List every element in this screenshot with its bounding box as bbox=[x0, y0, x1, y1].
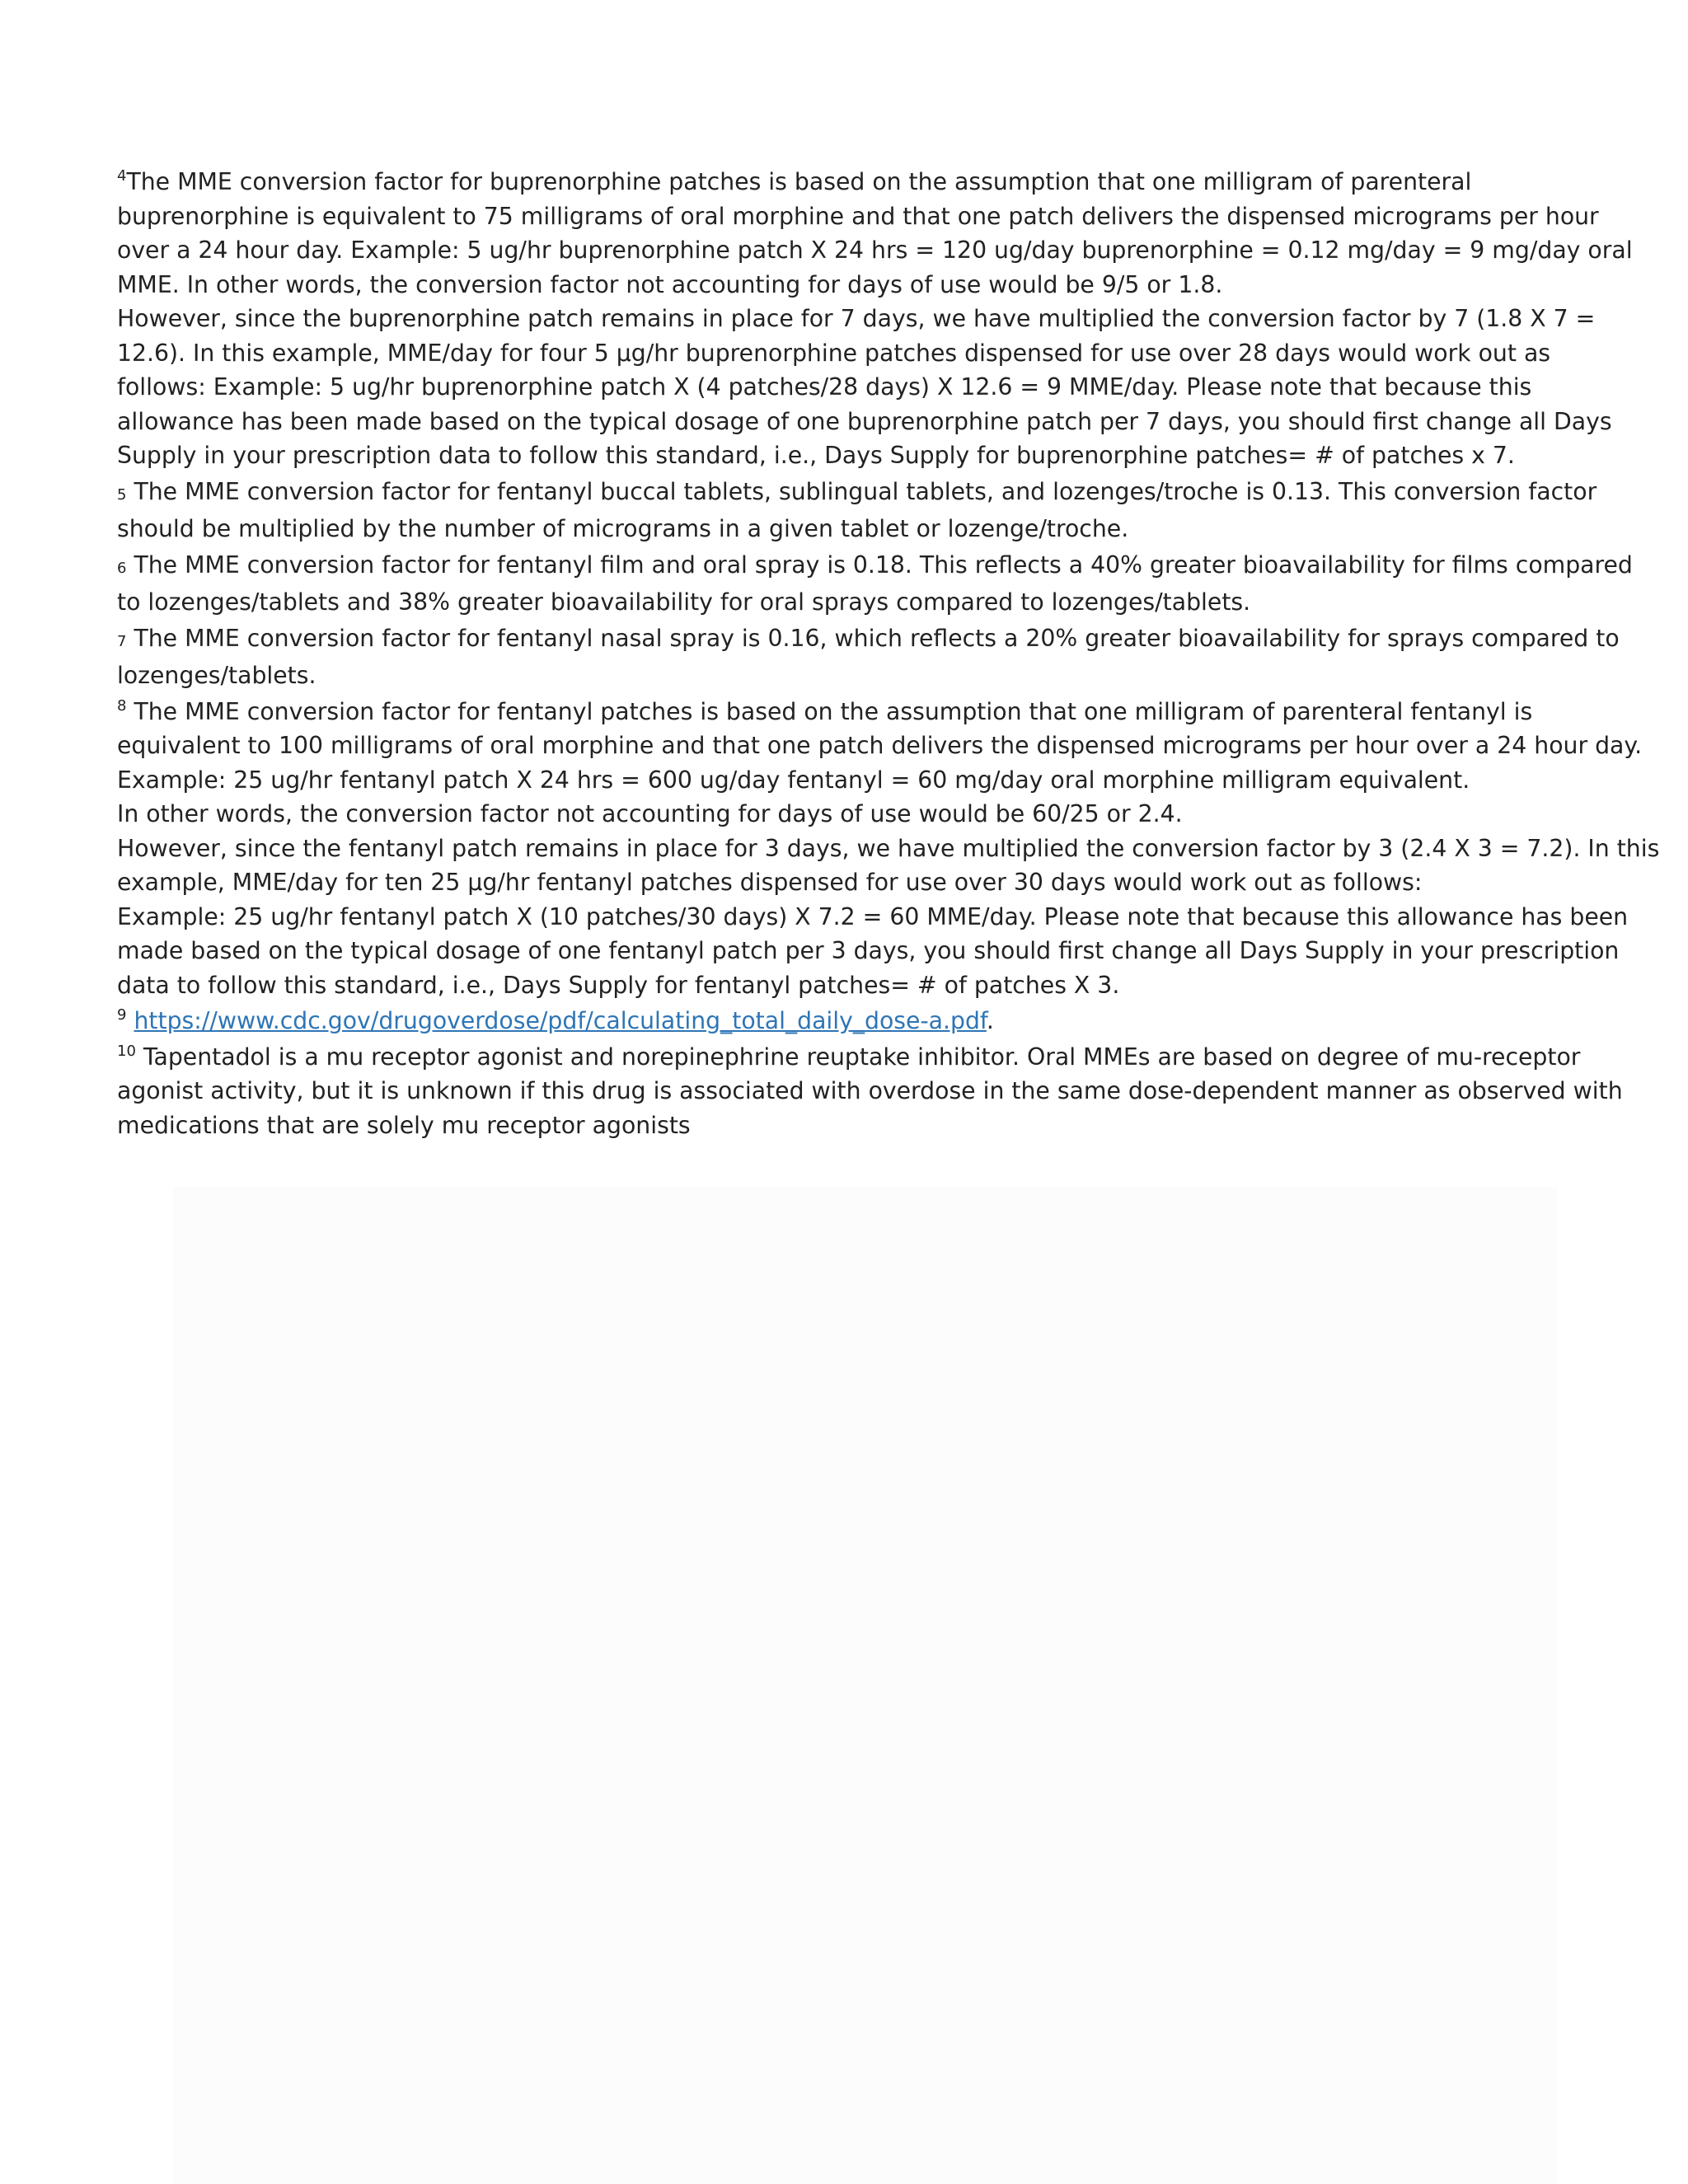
footnote-line: However, since the fentanyl patch remains in place for 3 days, we have multiplied the conversion factor by 3 (2.4 X 3 = 7.2). In this bbox=[117, 834, 1660, 862]
footnote-line: In other words, the conversion factor not accounting for days of use would be 60/25 or 2.4. bbox=[117, 800, 1183, 827]
footnote-9 bbox=[117, 1004, 1584, 1038]
footnote-line bbox=[117, 165, 1584, 199]
footnote-line bbox=[117, 475, 1597, 513]
footnote-marker: 5 bbox=[117, 485, 127, 504]
footnote-line: over a 24 hour day. Example: 5 ug/hr buprenorphine patch X 24 hrs = 120 ug/day buprenorphine = 0.12 mg/day = 9 mg/day oral bbox=[117, 237, 1633, 264]
footnote-line: Supply in your prescription data to follow this standard, i.e., Days Supply for buprenorphine patches= # of patches x 7. bbox=[117, 442, 1515, 469]
footnote-text: The MME conversion factor for fentanyl nasal spray is 0.16, which reflects a 20% greater bioavailability for sprays compared to bbox=[134, 624, 1620, 652]
footnote-line: However, since the buprenorphine patch remains in place for 7 days, we have multiplied the conversion factor by 7 (1.8 X 7 = bbox=[117, 305, 1596, 332]
footnote-marker: 7 bbox=[117, 632, 127, 650]
footnote-line: equivalent to 100 milligrams of oral morphine and that one patch delivers the dispensed micrograms per hour over a 24 hour day. bbox=[117, 732, 1643, 759]
footnote-line: allowance has been made based on the typical dosage of one buprenorphine patch per 7 days, you should first change all Days bbox=[117, 407, 1612, 435]
footnote-line: follows: Example: 5 ug/hr buprenorphine patch X (4 patches/28 days) X 12.6 = 9 MME/day. Please note that because this bbox=[117, 373, 1532, 401]
footnote-text: The MME conversion factor for buprenorphine patches is based on the assumption that one milligram of parenteral bbox=[126, 168, 1472, 195]
footnote-10 bbox=[117, 1040, 1623, 1143]
footnote-7 bbox=[117, 621, 1620, 693]
footnote-8 bbox=[117, 695, 1660, 1003]
footnote-marker: 8 bbox=[117, 696, 127, 715]
footnote-line bbox=[117, 695, 1584, 729]
cdc-link[interactable]: https://www.cdc.gov/drugoverdose/pdf/calculating_total_daily_dose-a.pdf bbox=[134, 1007, 987, 1034]
footnote-text: The MME conversion factor for fentanyl buccal tablets, sublingual tablets, and lozenges/troche is 0.13. This conversion factor bbox=[134, 477, 1597, 505]
footnote-marker: 10 bbox=[117, 1042, 136, 1060]
footnote-line bbox=[117, 621, 1620, 659]
footnote-line bbox=[117, 548, 1633, 586]
link-period: . bbox=[986, 1007, 994, 1034]
footnote-marker: 6 bbox=[117, 559, 127, 577]
footnotes-section bbox=[117, 165, 1660, 1144]
footnote-line: medications that are solely mu receptor agonists bbox=[117, 1111, 691, 1139]
footnote-line: 12.6). In this example, MME/day for four 5 µg/hr buprenorphine patches dispensed for use over 28 days would work out as bbox=[117, 339, 1551, 367]
footnote-text: The MME conversion factor for fentanyl patches is based on the assumption that one milligram of parenteral fentanyl is bbox=[134, 697, 1533, 725]
background-panel bbox=[173, 1187, 1558, 2184]
footnote-4 bbox=[117, 165, 1633, 473]
footnote-line: made based on the typical dosage of one fentanyl patch per 3 days, you should first change all Days Supply in your prescription bbox=[117, 937, 1620, 964]
footnote-line: to lozenges/tablets and 38% greater bioavailability for oral sprays compared to lozenges/tablets. bbox=[117, 588, 1251, 616]
footnote-line: MME. In other words, the conversion factor not accounting for days of use would be 9/5 or 1.8. bbox=[117, 270, 1223, 298]
footnote-marker: 4 bbox=[117, 167, 127, 185]
footnote-line bbox=[117, 1004, 1584, 1038]
footnote-5 bbox=[117, 475, 1597, 546]
footnote-line: agonist activity, but it is unknown if this drug is associated with overdose in the same dose-dependent manner as observed with bbox=[117, 1077, 1623, 1104]
footnote-line: data to follow this standard, i.e., Days Supply for fentanyl patches= # of patches X 3. bbox=[117, 971, 1120, 999]
footnote-marker: 9 bbox=[117, 1006, 127, 1024]
footnote-line: buprenorphine is equivalent to 75 milligrams of oral morphine and that one patch delivers the dispensed micrograms per hour bbox=[117, 202, 1599, 230]
footnote-line: should be multiplied by the number of micrograms in a given tablet or lozenge/troche. bbox=[117, 515, 1129, 542]
footnote-line: Example: 25 ug/hr fentanyl patch X (10 patches/30 days) X 7.2 = 60 MME/day. Please note that because this allowance has been bbox=[117, 902, 1629, 930]
footnote-line: lozenges/tablets. bbox=[117, 662, 316, 689]
footnote-line: Example: 25 ug/hr fentanyl patch X 24 hrs = 600 ug/day fentanyl = 60 mg/day oral morphine milligram equivalent. bbox=[117, 766, 1470, 794]
footnote-line bbox=[117, 1040, 1584, 1075]
footnote-6 bbox=[117, 548, 1633, 620]
footnote-line: example, MME/day for ten 25 µg/hr fentanyl patches dispensed for use over 30 days would work out as follows: bbox=[117, 869, 1423, 896]
footnote-text: The MME conversion factor for fentanyl film and oral spray is 0.18. This reflects a 40% greater bioavailability for films compared bbox=[134, 551, 1633, 579]
footnote-text: Tapentadol is a mu receptor agonist and norepinephrine reuptake inhibitor. Oral MMEs are based on degree of mu-receptor bbox=[143, 1043, 1581, 1071]
